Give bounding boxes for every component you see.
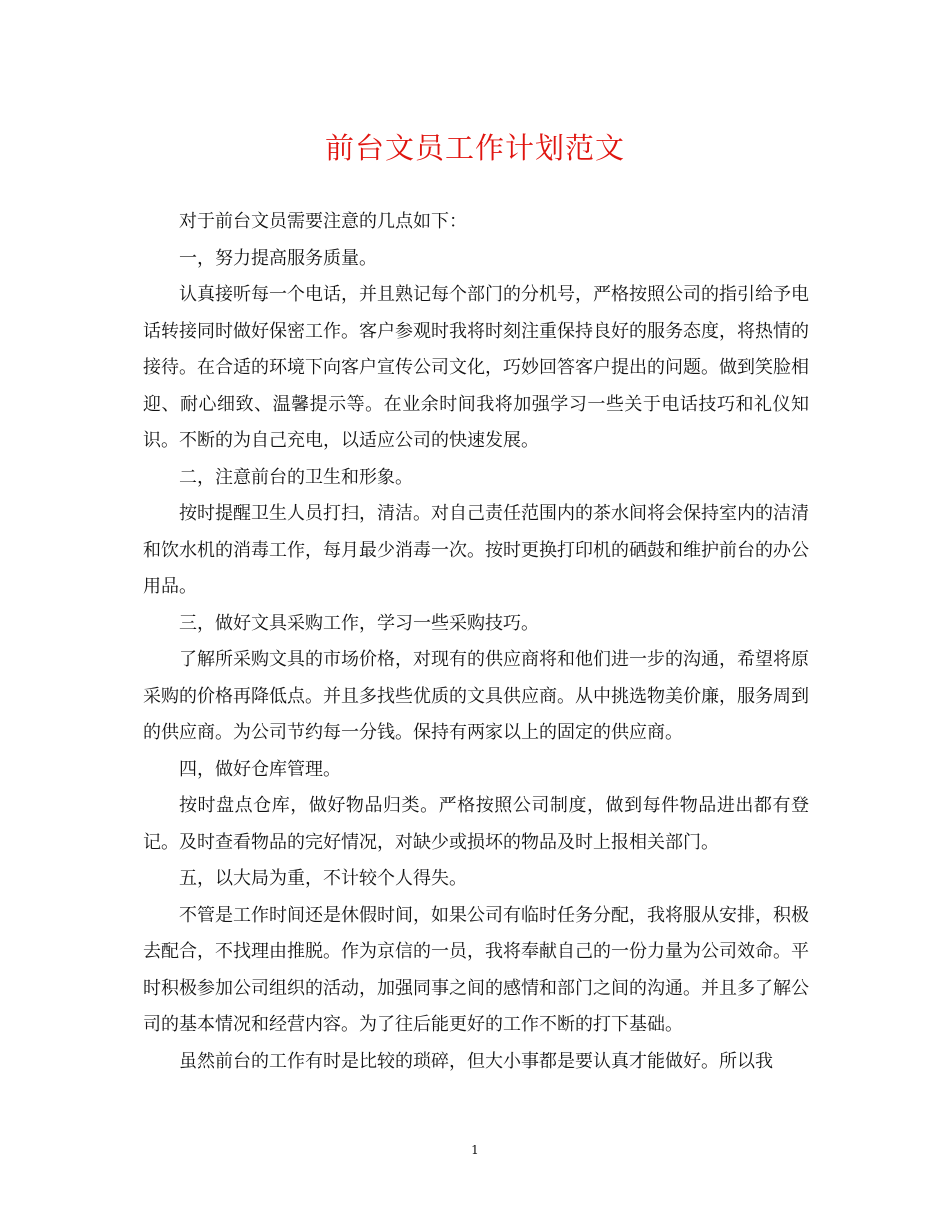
paragraph: 不管是工作时间还是休假时间，如果公司有临时任务分配，我将服从安排，积极去配合，不找理由推脱。作为京信的一员，我将奉献自己的一份力量为公司效命。平时积极参加公司组织的活动，加强同事之间的感情和部门之间的沟通。并且多了解公司的基本情况和经营内容。为了往后能更好的工作不断的打下基础。 bbox=[143, 904, 809, 1035]
paragraph: 了解所采购文具的市场价格，对现有的供应商将和他们进一步的沟通，希望将原采购的价格再降低点。并且多找些优质的文具供应商。从中挑选物美价廉，服务周到的供应商。为公司节约每一分钱。保持有两家以上的固定的供应商。 bbox=[143, 649, 809, 743]
paragraph: 对于前台文员需要注意的几点如下： bbox=[179, 211, 467, 232]
page-number: 1 bbox=[471, 1143, 479, 1157]
paragraph: 虽然前台的工作有时是比较的琐碎，但大小事都是要认真才能做好。所以我 bbox=[179, 1050, 773, 1072]
paragraph: 四，做好仓库管理。 bbox=[179, 758, 341, 780]
paragraph: 五，以大局为重，不计较个人得失。 bbox=[179, 868, 467, 889]
document-title: 前台文员工作计划范文 bbox=[324, 131, 625, 165]
paragraph: 三，做好文具采购工作，学习一些采购技巧。 bbox=[179, 612, 539, 634]
paragraph: 按时提醒卫生人员打扫，清洁。对自己责任范围内的茶水间将会保持室内的洁清和饮水机的消毒工作，每月最少消毒一次。按时更换打印机的硒鼓和维护前台的办公用品。 bbox=[143, 503, 809, 597]
paragraph: 按时盘点仓库，做好物品归类。严格按照公司制度，做到每件物品进出都有登记。及时查看物品的完好情况，对缺少或损坏的物品及时上报相关部门。 bbox=[143, 795, 809, 853]
paragraph: 二，注意前台的卫生和形象。 bbox=[179, 466, 413, 488]
paragraph: 认真接听每一个电话，并且熟记每个部门的分机号，严格按照公司的指引给予电话转接同时做好保密工作。客户参观时我将时刻注重保持良好的服务态度，将热情的接待。在合适的环境下向客户宣传公司文化，巧妙回答客户提出的问题。做到笑脸相迎、耐心细致、温馨提示等。在业余时间我将加强学习一些关于电话技巧和礼仪知识。不断的为自己充电，以适应公司的快速发展。 bbox=[143, 284, 809, 451]
paragraph: 一，努力提高服务质量。 bbox=[179, 247, 377, 269]
document-body bbox=[143, 204, 809, 1080]
